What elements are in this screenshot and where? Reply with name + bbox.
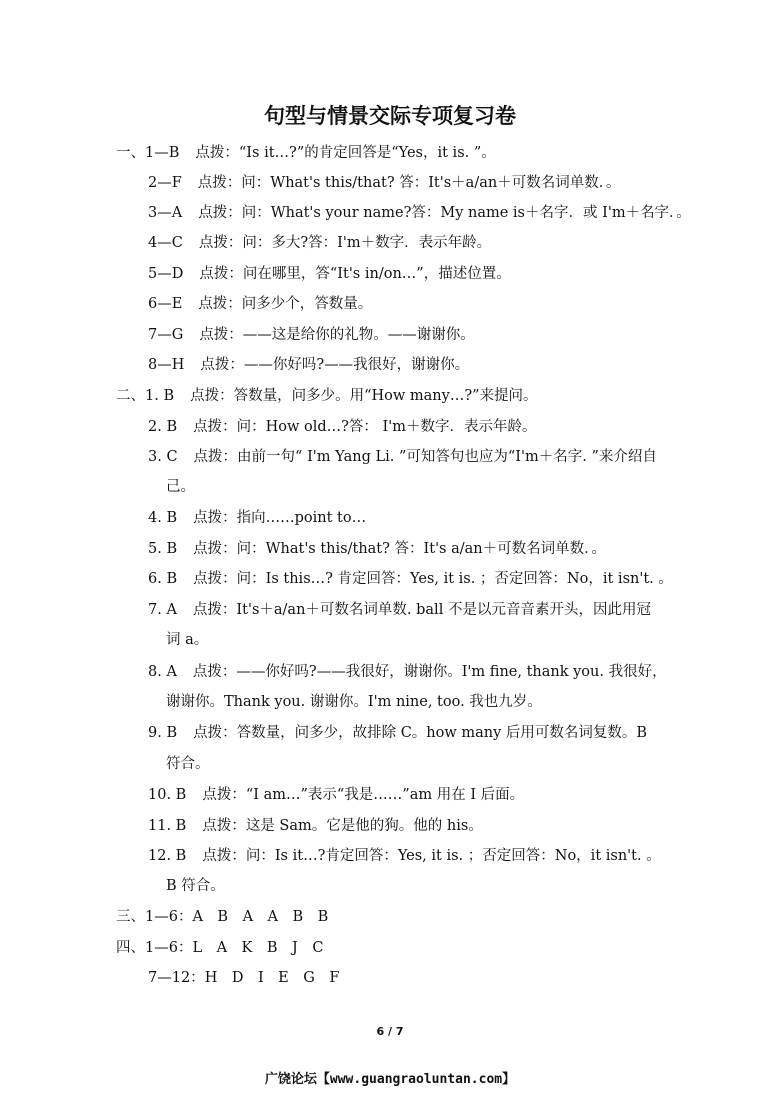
answer-line <box>148 173 620 193</box>
site-footer: 广饶论坛【www.guangraoluntan.com】 <box>264 1072 516 1087</box>
answer-number: 7. A <box>148 602 177 618</box>
answer-text: 点拨：问在哪里，答“It's in/on…”，描述位置。 <box>199 266 511 282</box>
answer-line <box>148 233 491 253</box>
answer-text: 点拨：指向……point to… <box>193 510 367 526</box>
answer-number: 12. B <box>148 848 187 864</box>
answer-text: 点拨：问：多大?答：I'm＋数字．表示年龄。 <box>198 235 492 251</box>
answer-line <box>148 508 366 528</box>
answer-text: 点拨：问：What's this/that? 答：It's a/an＋可数名词单数．。 <box>193 541 606 557</box>
answer-number: 11. B <box>148 818 187 834</box>
answer-number: 二、1. B <box>116 388 175 404</box>
answer-number: 8—H <box>148 357 185 373</box>
answer-number: 8. A <box>148 664 177 680</box>
answer-line <box>116 143 496 163</box>
answer-text: 己。 <box>166 479 195 495</box>
answer-number: 3—A <box>148 205 183 221</box>
answer-line <box>148 968 339 988</box>
answer-text: H D I E G F <box>204 970 340 986</box>
answer-number: 2—F <box>148 175 182 191</box>
answer-number: 5—D <box>148 266 184 282</box>
answer-line <box>148 203 691 223</box>
answer-text: B 符合。 <box>166 878 225 894</box>
answer-text: 点拨：“I am…”表示“我是……”am 用在 I 后面。 <box>202 787 525 803</box>
answer-number: 5. B <box>148 541 178 557</box>
answer-text: 点拨：问：Is this…? 肯定回答：Yes, it is. ；否定回答：No，it isn't. 。 <box>193 571 673 587</box>
answer-number: 三、1—6： <box>116 909 193 925</box>
answer-number: 9. B <box>148 725 178 741</box>
answer-text: 点拨：问：Is it…?肯定回答：Yes, it is. ；否定回答：No，it isn't. 。 <box>202 848 661 864</box>
answer-text: 词 a。 <box>166 632 209 648</box>
answer-line <box>148 846 661 866</box>
answer-text: 点拨：答数量，问多少。用“How many…?”来提问。 <box>190 388 538 404</box>
answer-text: L A K B J C <box>192 940 324 956</box>
answer-number: 3. C <box>148 449 178 465</box>
answer-number: 10. B <box>148 787 187 803</box>
answer-number: 四、1—6： <box>116 940 193 956</box>
answer-continuation <box>166 754 210 774</box>
answer-number: 一、1—B <box>116 145 180 161</box>
answer-text: 符合。 <box>166 756 210 772</box>
answer-text: 点拨：“Is it…?”的肯定回答是“Yes，it is. ”。 <box>195 145 496 161</box>
answer-line <box>148 723 647 743</box>
answer-text: 点拨：这是 Sam。它是他的狗。他的 his。 <box>202 818 483 834</box>
answer-line <box>148 600 651 620</box>
answer-text: A B A A B B <box>192 909 329 925</box>
answer-line <box>148 662 667 682</box>
answer-line <box>148 785 524 805</box>
answer-line <box>148 264 511 284</box>
answer-continuation <box>166 630 208 650</box>
answer-number: 6. B <box>148 571 178 587</box>
answer-line <box>148 539 606 559</box>
answer-text: 点拨：答数量，问多少，故排除 C。how many 后用可数名词复数。B <box>193 725 648 741</box>
page-title: 句型与情景交际专项复习卷 <box>264 104 516 128</box>
answer-text: 点拨：——你好吗?——我很好，谢谢你。I'm fine, thank you. 我很好， <box>192 664 667 680</box>
answer-text: 谢谢你。Thank you. 谢谢你。I'm nine, too. 我也九岁。 <box>166 694 542 710</box>
answer-text: 点拨：问：What's your name?答：My name is＋名字．或 I'm＋名字．。 <box>198 205 691 221</box>
answer-text: 点拨：问：What's this/that? 答：It's＋a/an＋可数名词单数．。 <box>197 175 621 191</box>
answer-line <box>116 907 328 927</box>
answer-number: 4—C <box>148 235 183 251</box>
answer-line <box>148 355 469 375</box>
answer-text: 点拨：It's＋a/an＋可数名词单数. ball 不是以元音音素开头，因此用冠 <box>192 602 651 618</box>
answer-text: 点拨：由前一句“ I'm Yang Li. ”可知答句也应为“I'm＋名字. ”来介绍自 <box>193 449 657 465</box>
answer-text: 点拨：——这是给你的礼物。——谢谢你。 <box>199 327 475 343</box>
answer-text: 点拨：——你好吗?——我很好，谢谢你。 <box>200 357 470 373</box>
answer-line <box>116 386 538 406</box>
answer-text: 点拨：问多少个，答数量。 <box>198 296 373 312</box>
answer-number: 6—E <box>148 296 183 312</box>
answer-line <box>116 938 323 958</box>
answer-number: 4. B <box>148 510 178 526</box>
answer-continuation <box>166 876 225 896</box>
answer-number: 7—12： <box>148 970 205 986</box>
answer-number: 2. B <box>148 419 178 435</box>
answer-line <box>148 447 657 467</box>
page-number: 6 / 7 <box>376 1025 404 1038</box>
answer-number: 7—G <box>148 327 184 343</box>
answer-continuation <box>166 477 195 497</box>
answer-line <box>148 417 537 437</box>
answer-line <box>148 569 673 589</box>
answer-line <box>148 325 475 345</box>
answer-line <box>148 294 372 314</box>
answer-line <box>148 816 483 836</box>
answer-text: 点拨：问：How old…?答： I'm＋数字．表示年龄。 <box>193 419 537 435</box>
answer-continuation <box>166 692 542 712</box>
